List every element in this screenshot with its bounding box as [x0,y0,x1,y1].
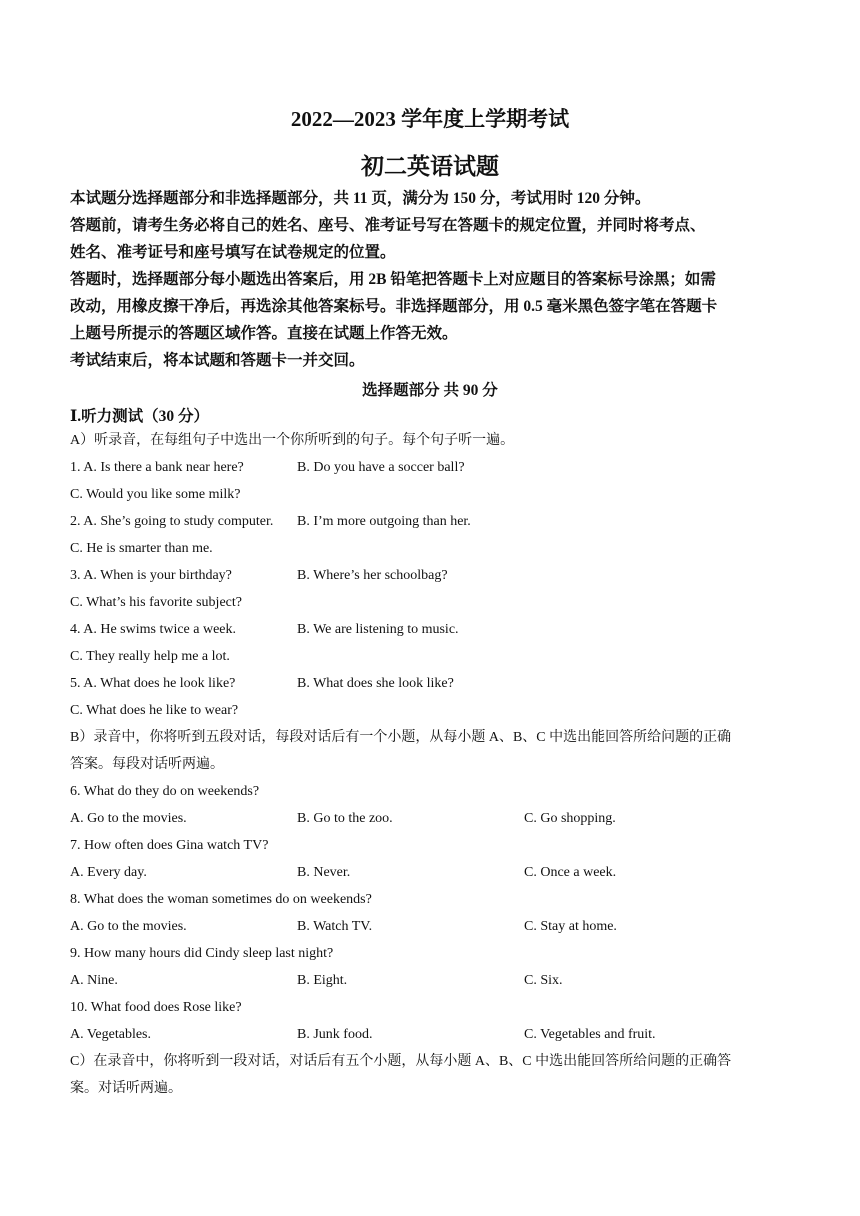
question-option: B. Watch TV. [297,919,373,934]
instruction-line: 改动，用橡皮擦干净后，再选涂其他答案标号。非选择题部分，用 0.5 毫米黑色签字笔在答题卡 [70,298,718,315]
part-b-instruction: 答案。每段对话听两遍。 [70,757,224,772]
instruction-line: 答题时，选择题部分每小题选出答案后，用 2B 铅笔把答题卡上对应题目的答案标号涂黑；如需 [70,271,716,288]
question-option: C. Vegetables and fruit. [524,1027,656,1042]
exam-title: 2022—2023 学年度上学期考试 [290,107,570,131]
section-title: 选择题部分 共 90 分 [362,382,498,399]
question-text: 10. What food does Rose like? [70,1000,242,1015]
question-option: B. We are listening to music. [297,622,459,637]
question-option: B. Junk food. [297,1027,373,1042]
question-option: B. Do you have a soccer ball? [297,460,465,475]
question-option: B. I’m more outgoing than her. [297,514,471,529]
question-option: B. Go to the zoo. [297,811,393,826]
question-option: C. Go shopping. [524,811,616,826]
question-option: A. Vegetables. [70,1027,151,1042]
instruction-line: 姓名、准考证号和座号填写在试卷规定的位置。 [70,244,396,261]
question-option: A. Nine. [70,973,118,988]
question-option: C. He is smarter than me. [70,541,213,556]
instruction-line: 答题前，请考生务必将自己的姓名、座号、准考证号写在答题卡的规定位置，并同时将考点、 [70,217,706,234]
question-option: 2. A. She’s going to study computer. [70,514,274,529]
question-option: 5. A. What does he look like? [70,676,236,691]
instruction-line: 考试结束后，将本试题和答题卡一并交回。 [70,352,365,369]
question-option: A. Every day. [70,865,147,880]
instruction-line: 本试题分选择题部分和非选择题部分，共 11 页，满分为 150 分，考试用时 120 分钟。 [70,190,651,207]
part-c-instruction: 案。对话听两遍。 [70,1081,182,1096]
question-option: C. Stay at home. [524,919,617,934]
question-text: 9. How many hours did Cindy sleep last night? [70,946,334,961]
part-a-instruction: A）听录音，在每组句子中选出一个你所听到的句子。每个句子听一遍。 [70,433,515,448]
question-option: A. Go to the movies. [70,811,187,826]
question-option: B. Where’s her schoolbag? [297,568,448,583]
question-option: C. Six. [524,973,563,988]
part-c-instruction: C）在录音中，你将听到一段对话，对话后有五个小题，从每小题 A、B、C 中选出能回答所给问题的正确答 [70,1054,732,1069]
exam-subtitle: 初二英语试题 [361,154,499,179]
question-option: 1. A. Is there a bank near here? [70,460,244,475]
question-option: B. What does she look like? [297,676,454,691]
question-option: 3. A. When is your birthday? [70,568,232,583]
question-text: 6. What do they do on weekends? [70,784,260,799]
question-option: C. Once a week. [524,865,617,880]
question-option: B. Eight. [297,973,348,988]
part-b-instruction: B）录音中，你将听到五段对话，每段对话后有一个小题，从每小题 A、B、C 中选出能回答所给问题的正确 [70,730,732,745]
question-option: C. They really help me a lot. [70,649,230,664]
question-option: B. Never. [297,865,351,880]
instruction-line: 上题号所提示的答题区域作答。直接在试题上作答无效。 [70,325,458,342]
question-option: C. What’s his favorite subject? [70,595,242,610]
part-title: Ⅰ.听力测试（30 分） [70,408,210,425]
question-option: 4. A. He swims twice a week. [70,622,237,637]
question-text: 7. How often does Gina watch TV? [70,838,269,853]
question-option: C. What does he like to wear? [70,703,239,718]
question-option: C. Would you like some milk? [70,487,241,502]
question-option: A. Go to the movies. [70,919,187,934]
question-text: 8. What does the woman sometimes do on weekends? [70,892,372,907]
